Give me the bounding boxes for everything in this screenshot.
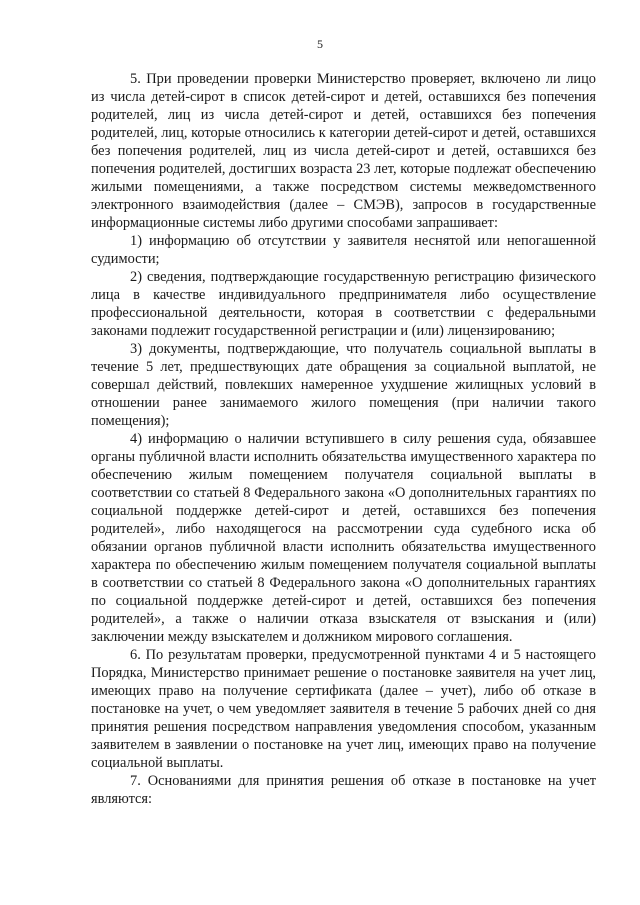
paragraph-item-4: 4) информацию о наличии вступившего в силу решения суда, обязавшее органы публичной власти исполнить обязательства имущественного характера по обеспечению жилым помещением получателя социальной выплаты в соответствии со статьей 8 Федерального закона «О дополнительных гарантиях по социальной поддержке детей-сирот и детей, оставшихся без попечения родителей», либо находящегося на рассмотрении суда судебного иска об обязании органов публичной власти исполнить обязательства имущественного характера по обеспечению жилым помещением получателя социальной выплаты в соответствии со статьей 8 Федерального закона «О дополнительных гарантиях по социальной поддержке детей-сирот и детей, оставшихся без попечения родителей», а также о наличии отказа взыскателя от взыскания и (или) заключении между взыскателем и должником мирового соглашения.	[91, 431, 596, 645]
page-number: 5	[317, 37, 323, 51]
paragraph-item-1: 1) информацию об отсутствии у заявителя неснятой или непогашенной судимости;	[91, 233, 596, 267]
paragraph-clause-7: 7. Основаниями для принятия решения об отказе в постановке на учет являются:	[91, 773, 596, 807]
document-body	[91, 70, 596, 808]
paragraph-clause-5: 5. При проведении проверки Министерство проверяет, включено ли лицо из числа детей-сирот в список детей-сирот и детей, оставшихся без попечения родителей, лиц из числа детей-сирот и детей, оставшихся без попечения родителей, лиц, которые относились к категории детей-сирот и детей, оставшихся без попечения родителей, лиц из числа детей-сирот и детей, оставшихся без попечения родителей, достигших возраста 23 лет, которые подлежат обеспечению жилыми помещениями, а также посредством системы межведомственного электронного взаимодействия (далее – СМЭВ), запросов в государственные информационные системы либо другими способами запрашивает:	[91, 71, 596, 231]
paragraph-clause-6: 6. По результатам проверки, предусмотренной пунктами 4 и 5 настоящего Порядка, Министерство принимает решение о постановке заявителя на учет лиц, имеющих право на получение сертификата (далее – учет), либо об отказе в постановке на учет, о чем уведомляет заявителя в течение 5 рабочих дней со дня принятия решения посредством направления уведомления способом, указанным заявителем в заявлении о постановке на учет лиц, имеющих право на получение социальной выплаты.	[91, 647, 596, 771]
paragraph-item-2: 2) сведения, подтверждающие государственную регистрацию физического лица в качестве индивидуального предпринимателя либо осуществление профессиональной деятельности, которая в соответствии с федеральными законами подлежит государственной регистрации и (или) лицензированию;	[91, 269, 596, 339]
paragraph-item-3: 3) документы, подтверждающие, что получатель социальной выплаты в течение 5 лет, предшествующих дате обращения за социальной выплатой, не совершал действий, повлекших намеренное ухудшение жилищных условий в отношении ранее занимаемого жилого помещения (при наличии такого помещения);	[91, 341, 596, 429]
